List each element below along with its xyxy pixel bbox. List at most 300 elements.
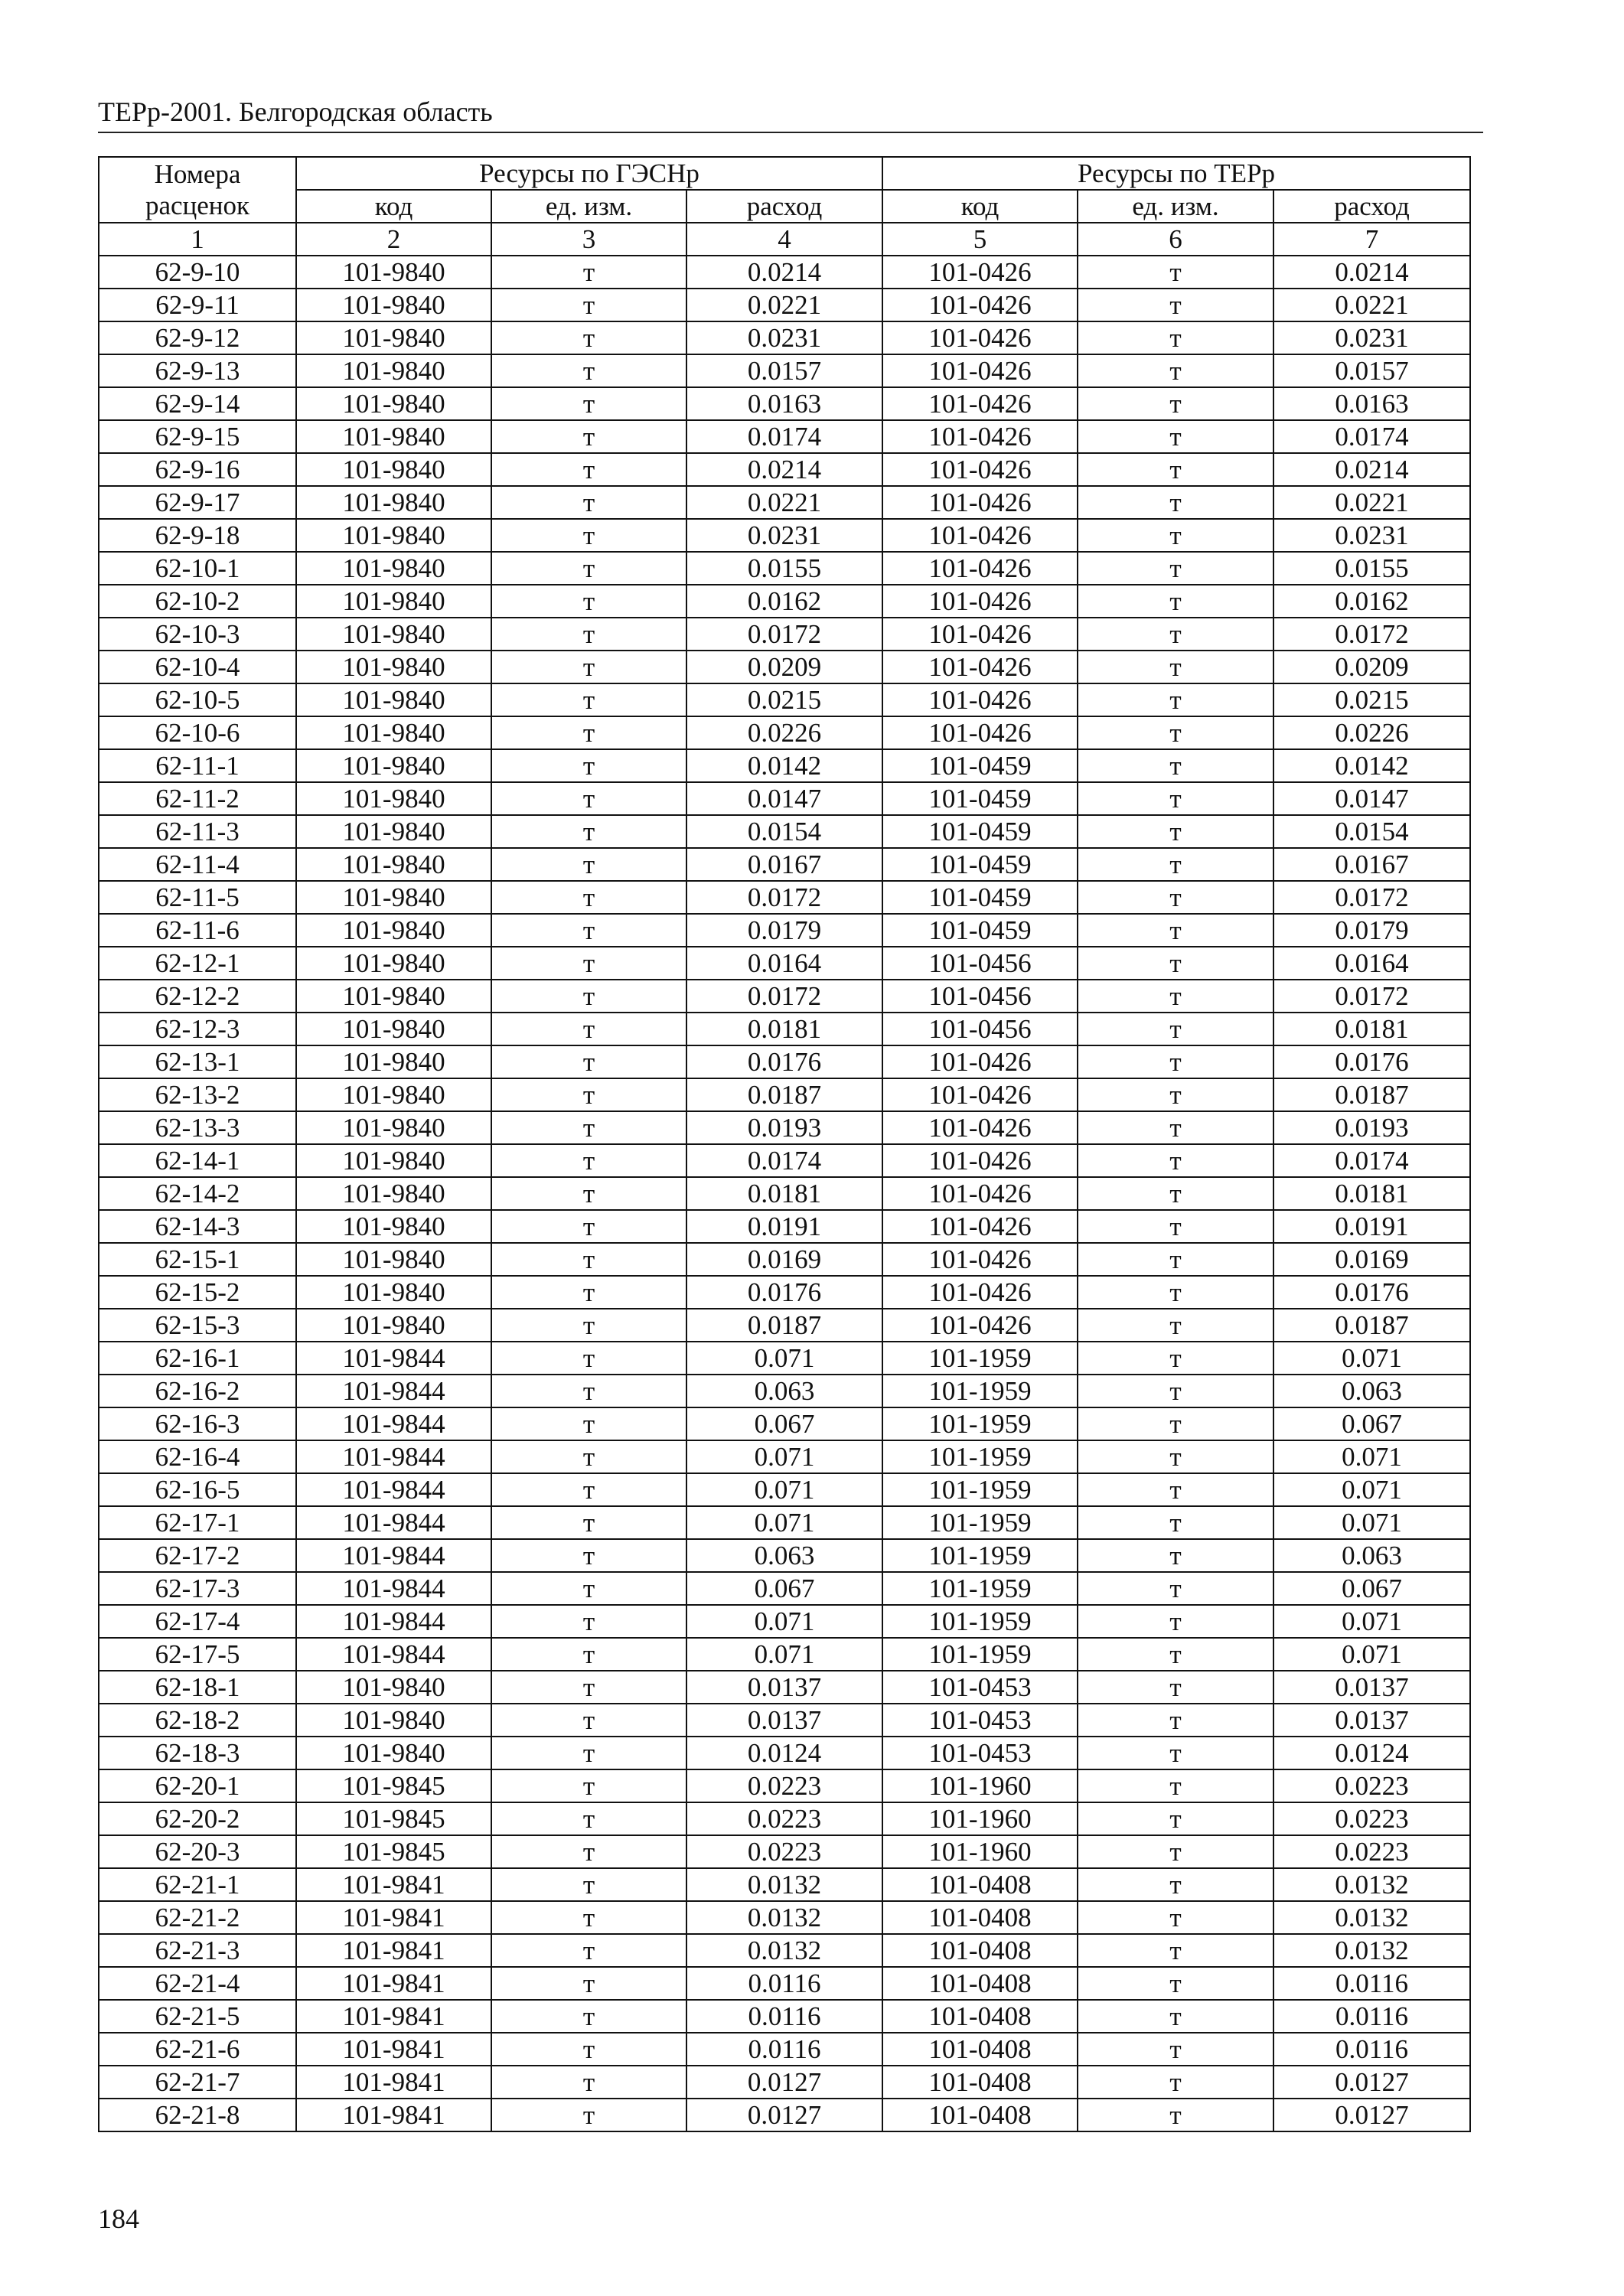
ter-code-cell: 101-0456 bbox=[882, 980, 1078, 1013]
ter-unit-cell: т bbox=[1078, 1868, 1273, 1901]
gesn-consumption-cell: 0.0127 bbox=[686, 2066, 882, 2099]
rate-number-cell: 62-9-10 bbox=[99, 256, 296, 289]
ter-code-cell: 101-0453 bbox=[882, 1704, 1078, 1737]
rate-number-cell: 62-16-3 bbox=[99, 1407, 296, 1440]
gesn-code-cell: 101-9840 bbox=[296, 815, 491, 848]
gesn-unit-cell: т bbox=[491, 716, 686, 749]
ter-code-cell: 101-0426 bbox=[882, 1210, 1078, 1243]
gesn-code-cell: 101-9840 bbox=[296, 1013, 491, 1045]
gesn-consumption-cell: 0.0179 bbox=[686, 914, 882, 947]
gesn-code-cell: 101-9840 bbox=[296, 519, 491, 552]
gesn-code-cell: 101-9840 bbox=[296, 486, 491, 519]
table-row bbox=[99, 289, 1470, 321]
ter-unit-cell: т bbox=[1078, 1309, 1273, 1342]
rate-number-cell: 62-11-5 bbox=[99, 881, 296, 914]
header-ter-code: код bbox=[882, 190, 1078, 223]
gesn-unit-cell: т bbox=[491, 2033, 686, 2066]
ter-unit-cell: т bbox=[1078, 1704, 1273, 1737]
ter-consumption-cell: 0.0221 bbox=[1273, 486, 1470, 519]
table-row bbox=[99, 1868, 1470, 1901]
ter-consumption-cell: 0.0187 bbox=[1273, 1309, 1470, 1342]
ter-unit-cell: т bbox=[1078, 848, 1273, 881]
rate-number-cell: 62-11-4 bbox=[99, 848, 296, 881]
ter-consumption-cell: 0.071 bbox=[1273, 1342, 1470, 1375]
gesn-code-cell: 101-9840 bbox=[296, 1144, 491, 1177]
table-row bbox=[99, 716, 1470, 749]
ter-unit-cell: т bbox=[1078, 1177, 1273, 1210]
gesn-unit-cell: т bbox=[491, 289, 686, 321]
header-row-column-numbers bbox=[99, 223, 1470, 256]
table-row bbox=[99, 585, 1470, 618]
ter-consumption-cell: 0.0214 bbox=[1273, 256, 1470, 289]
table-row bbox=[99, 782, 1470, 815]
gesn-code-cell: 101-9840 bbox=[296, 881, 491, 914]
ter-unit-cell: т bbox=[1078, 2033, 1273, 2066]
gesn-unit-cell: т bbox=[491, 1835, 686, 1868]
rate-number-cell: 62-21-8 bbox=[99, 2099, 296, 2131]
gesn-code-cell: 101-9840 bbox=[296, 947, 491, 980]
ter-consumption-cell: 0.0162 bbox=[1273, 585, 1470, 618]
gesn-unit-cell: т bbox=[491, 321, 686, 354]
table-row bbox=[99, 1539, 1470, 1572]
ter-unit-cell: т bbox=[1078, 1045, 1273, 1078]
gesn-unit-cell: т bbox=[491, 486, 686, 519]
gesn-unit-cell: т bbox=[491, 683, 686, 716]
ter-unit-cell: т bbox=[1078, 1506, 1273, 1539]
ter-unit-cell: т bbox=[1078, 947, 1273, 980]
ter-consumption-cell: 0.071 bbox=[1273, 1440, 1470, 1473]
ter-unit-cell: т bbox=[1078, 2000, 1273, 2033]
ter-unit-cell: т bbox=[1078, 1671, 1273, 1704]
gesn-consumption-cell: 0.0116 bbox=[686, 1967, 882, 2000]
table-row bbox=[99, 453, 1470, 486]
rate-number-cell: 62-10-3 bbox=[99, 618, 296, 651]
table-row bbox=[99, 1243, 1470, 1276]
ter-unit-cell: т bbox=[1078, 1802, 1273, 1835]
table-row bbox=[99, 1835, 1470, 1868]
gesn-code-cell: 101-9841 bbox=[296, 1934, 491, 1967]
gesn-code-cell: 101-9840 bbox=[296, 1210, 491, 1243]
gesn-consumption-cell: 0.0193 bbox=[686, 1111, 882, 1144]
table-row bbox=[99, 1177, 1470, 1210]
page-number: 184 bbox=[98, 2203, 139, 2234]
rate-number-cell: 62-18-3 bbox=[99, 1737, 296, 1769]
rate-number-cell: 62-20-2 bbox=[99, 1802, 296, 1835]
ter-unit-cell: т bbox=[1078, 256, 1273, 289]
gesn-code-cell: 101-9840 bbox=[296, 1737, 491, 1769]
gesn-code-cell: 101-9840 bbox=[296, 1243, 491, 1276]
header-gesn-code: код bbox=[296, 190, 491, 223]
rate-number-cell: 62-17-1 bbox=[99, 1506, 296, 1539]
ter-consumption-cell: 0.0147 bbox=[1273, 782, 1470, 815]
gesn-unit-cell: т bbox=[491, 1210, 686, 1243]
resources-table-container bbox=[98, 156, 1471, 2132]
ter-unit-cell: т bbox=[1078, 618, 1273, 651]
ter-consumption-cell: 0.0231 bbox=[1273, 321, 1470, 354]
table-row bbox=[99, 1210, 1470, 1243]
ter-consumption-cell: 0.071 bbox=[1273, 1605, 1470, 1638]
gesn-code-cell: 101-9840 bbox=[296, 1078, 491, 1111]
ter-code-cell: 101-0426 bbox=[882, 683, 1078, 716]
gesn-unit-cell: т bbox=[491, 585, 686, 618]
gesn-code-cell: 101-9840 bbox=[296, 552, 491, 585]
ter-unit-cell: т bbox=[1078, 1934, 1273, 1967]
column-number: 7 bbox=[1273, 223, 1470, 256]
table-row bbox=[99, 1111, 1470, 1144]
rate-number-cell: 62-9-16 bbox=[99, 453, 296, 486]
ter-unit-cell: т bbox=[1078, 1769, 1273, 1802]
ter-code-cell: 101-1960 bbox=[882, 1835, 1078, 1868]
gesn-code-cell: 101-9844 bbox=[296, 1605, 491, 1638]
gesn-unit-cell: т bbox=[491, 914, 686, 947]
rate-number-cell: 62-20-1 bbox=[99, 1769, 296, 1802]
ter-consumption-cell: 0.0172 bbox=[1273, 881, 1470, 914]
table-row bbox=[99, 1440, 1470, 1473]
header-rate-numbers: Номера расценок bbox=[99, 157, 296, 223]
gesn-consumption-cell: 0.0191 bbox=[686, 1210, 882, 1243]
ter-unit-cell: т bbox=[1078, 2099, 1273, 2131]
gesn-unit-cell: т bbox=[491, 519, 686, 552]
ter-consumption-cell: 0.0137 bbox=[1273, 1671, 1470, 1704]
ter-consumption-cell: 0.0157 bbox=[1273, 354, 1470, 387]
gesn-consumption-cell: 0.0137 bbox=[686, 1704, 882, 1737]
ter-code-cell: 101-0426 bbox=[882, 289, 1078, 321]
gesn-consumption-cell: 0.0132 bbox=[686, 1901, 882, 1934]
ter-consumption-cell: 0.0215 bbox=[1273, 683, 1470, 716]
table-row bbox=[99, 1473, 1470, 1506]
ter-consumption-cell: 0.0142 bbox=[1273, 749, 1470, 782]
ter-unit-cell: т bbox=[1078, 1605, 1273, 1638]
ter-code-cell: 101-0408 bbox=[882, 1868, 1078, 1901]
ter-code-cell: 101-0408 bbox=[882, 2033, 1078, 2066]
column-number: 6 bbox=[1078, 223, 1273, 256]
gesn-code-cell: 101-9840 bbox=[296, 782, 491, 815]
ter-consumption-cell: 0.0127 bbox=[1273, 2066, 1470, 2099]
gesn-consumption-cell: 0.0181 bbox=[686, 1177, 882, 1210]
table-row bbox=[99, 651, 1470, 683]
rate-number-cell: 62-21-6 bbox=[99, 2033, 296, 2066]
gesn-unit-cell: т bbox=[491, 1671, 686, 1704]
ter-consumption-cell: 0.0181 bbox=[1273, 1177, 1470, 1210]
ter-code-cell: 101-0426 bbox=[882, 420, 1078, 453]
ter-unit-cell: т bbox=[1078, 486, 1273, 519]
gesn-consumption-cell: 0.0176 bbox=[686, 1276, 882, 1309]
gesn-consumption-cell: 0.0172 bbox=[686, 881, 882, 914]
ter-consumption-cell: 0.0193 bbox=[1273, 1111, 1470, 1144]
ter-unit-cell: т bbox=[1078, 519, 1273, 552]
ter-consumption-cell: 0.0167 bbox=[1273, 848, 1470, 881]
table-row bbox=[99, 1704, 1470, 1737]
column-number: 5 bbox=[882, 223, 1078, 256]
rate-number-cell: 62-18-2 bbox=[99, 1704, 296, 1737]
ter-code-cell: 101-0426 bbox=[882, 1045, 1078, 1078]
ter-code-cell: 101-0426 bbox=[882, 716, 1078, 749]
gesn-consumption-cell: 0.063 bbox=[686, 1375, 882, 1407]
ter-unit-cell: т bbox=[1078, 980, 1273, 1013]
table-row bbox=[99, 815, 1470, 848]
ter-consumption-cell: 0.0116 bbox=[1273, 2000, 1470, 2033]
ter-code-cell: 101-0456 bbox=[882, 1013, 1078, 1045]
gesn-code-cell: 101-9844 bbox=[296, 1539, 491, 1572]
rate-number-cell: 62-9-12 bbox=[99, 321, 296, 354]
ter-consumption-cell: 0.067 bbox=[1273, 1572, 1470, 1605]
rate-number-cell: 62-11-1 bbox=[99, 749, 296, 782]
gesn-consumption-cell: 0.0172 bbox=[686, 980, 882, 1013]
page-header-title: ТЕРр-2001. Белгородская область bbox=[98, 96, 493, 127]
ter-code-cell: 101-0426 bbox=[882, 651, 1078, 683]
rate-number-cell: 62-17-5 bbox=[99, 1638, 296, 1671]
ter-unit-cell: т bbox=[1078, 914, 1273, 947]
gesn-code-cell: 101-9844 bbox=[296, 1342, 491, 1375]
ter-unit-cell: т bbox=[1078, 1210, 1273, 1243]
table-row bbox=[99, 1638, 1470, 1671]
ter-code-cell: 101-0408 bbox=[882, 2066, 1078, 2099]
gesn-unit-cell: т bbox=[491, 1078, 686, 1111]
table-row bbox=[99, 1572, 1470, 1605]
table-row bbox=[99, 848, 1470, 881]
gesn-unit-cell: т bbox=[491, 651, 686, 683]
gesn-unit-cell: т bbox=[491, 1276, 686, 1309]
column-number: 1 bbox=[99, 223, 296, 256]
ter-code-cell: 101-0459 bbox=[882, 881, 1078, 914]
gesn-code-cell: 101-9844 bbox=[296, 1572, 491, 1605]
gesn-consumption-cell: 0.0116 bbox=[686, 2033, 882, 2066]
gesn-consumption-cell: 0.0181 bbox=[686, 1013, 882, 1045]
gesn-code-cell: 101-9840 bbox=[296, 321, 491, 354]
table-row bbox=[99, 1737, 1470, 1769]
gesn-code-cell: 101-9840 bbox=[296, 1671, 491, 1704]
ter-unit-cell: т bbox=[1078, 387, 1273, 420]
header-row-groups bbox=[99, 157, 1470, 190]
ter-consumption-cell: 0.0191 bbox=[1273, 1210, 1470, 1243]
gesn-code-cell: 101-9841 bbox=[296, 1868, 491, 1901]
gesn-unit-cell: т bbox=[491, 420, 686, 453]
ter-code-cell: 101-0426 bbox=[882, 256, 1078, 289]
gesn-unit-cell: т bbox=[491, 2099, 686, 2131]
ter-code-cell: 101-0459 bbox=[882, 782, 1078, 815]
ter-code-cell: 101-0426 bbox=[882, 585, 1078, 618]
ter-code-cell: 101-0426 bbox=[882, 1276, 1078, 1309]
gesn-unit-cell: т bbox=[491, 1013, 686, 1045]
ter-consumption-cell: 0.0179 bbox=[1273, 914, 1470, 947]
table-row bbox=[99, 1342, 1470, 1375]
table-row bbox=[99, 1802, 1470, 1835]
rate-number-cell: 62-9-14 bbox=[99, 387, 296, 420]
table-row bbox=[99, 1078, 1470, 1111]
ter-code-cell: 101-1959 bbox=[882, 1605, 1078, 1638]
gesn-code-cell: 101-9844 bbox=[296, 1440, 491, 1473]
table-row bbox=[99, 387, 1470, 420]
ter-unit-cell: т bbox=[1078, 321, 1273, 354]
column-number: 3 bbox=[491, 223, 686, 256]
gesn-unit-cell: т bbox=[491, 1967, 686, 2000]
gesn-unit-cell: т bbox=[491, 1605, 686, 1638]
ter-consumption-cell: 0.071 bbox=[1273, 1473, 1470, 1506]
rate-number-cell: 62-9-17 bbox=[99, 486, 296, 519]
ter-unit-cell: т bbox=[1078, 1375, 1273, 1407]
gesn-code-cell: 101-9841 bbox=[296, 1967, 491, 2000]
header-gesn-unit: ед. изм. bbox=[491, 190, 686, 223]
gesn-consumption-cell: 0.0127 bbox=[686, 2099, 882, 2131]
gesn-code-cell: 101-9841 bbox=[296, 1901, 491, 1934]
ter-consumption-cell: 0.0164 bbox=[1273, 947, 1470, 980]
gesn-code-cell: 101-9841 bbox=[296, 2066, 491, 2099]
table-row bbox=[99, 1144, 1470, 1177]
ter-unit-cell: т bbox=[1078, 1967, 1273, 2000]
table-row bbox=[99, 980, 1470, 1013]
column-number: 4 bbox=[686, 223, 882, 256]
ter-consumption-cell: 0.0116 bbox=[1273, 2033, 1470, 2066]
gesn-consumption-cell: 0.071 bbox=[686, 1440, 882, 1473]
table-row bbox=[99, 2033, 1470, 2066]
gesn-code-cell: 101-9840 bbox=[296, 387, 491, 420]
ter-code-cell: 101-1959 bbox=[882, 1539, 1078, 1572]
table-row bbox=[99, 552, 1470, 585]
ter-code-cell: 101-0459 bbox=[882, 914, 1078, 947]
gesn-consumption-cell: 0.063 bbox=[686, 1539, 882, 1572]
header-gesn-consumption: расход bbox=[686, 190, 882, 223]
ter-consumption-cell: 0.0223 bbox=[1273, 1769, 1470, 1802]
ter-consumption-cell: 0.0226 bbox=[1273, 716, 1470, 749]
table-row bbox=[99, 1605, 1470, 1638]
gesn-code-cell: 101-9841 bbox=[296, 2000, 491, 2033]
ter-consumption-cell: 0.0132 bbox=[1273, 1934, 1470, 1967]
gesn-consumption-cell: 0.071 bbox=[686, 1638, 882, 1671]
ter-code-cell: 101-0426 bbox=[882, 486, 1078, 519]
header-ter-unit: ед. изм. bbox=[1078, 190, 1273, 223]
gesn-consumption-cell: 0.071 bbox=[686, 1506, 882, 1539]
ter-code-cell: 101-0456 bbox=[882, 947, 1078, 980]
header-group-gesn: Ресурсы по ГЭСНр bbox=[296, 157, 882, 190]
rate-number-cell: 62-16-5 bbox=[99, 1473, 296, 1506]
gesn-code-cell: 101-9840 bbox=[296, 980, 491, 1013]
ter-consumption-cell: 0.0223 bbox=[1273, 1835, 1470, 1868]
ter-unit-cell: т bbox=[1078, 1078, 1273, 1111]
gesn-consumption-cell: 0.0223 bbox=[686, 1835, 882, 1868]
ter-code-cell: 101-1959 bbox=[882, 1440, 1078, 1473]
table-row bbox=[99, 947, 1470, 980]
ter-consumption-cell: 0.0132 bbox=[1273, 1868, 1470, 1901]
gesn-code-cell: 101-9840 bbox=[296, 1045, 491, 1078]
ter-code-cell: 101-0426 bbox=[882, 354, 1078, 387]
table-row bbox=[99, 321, 1470, 354]
gesn-consumption-cell: 0.0163 bbox=[686, 387, 882, 420]
ter-code-cell: 101-0426 bbox=[882, 1177, 1078, 1210]
rate-number-cell: 62-21-2 bbox=[99, 1901, 296, 1934]
gesn-unit-cell: т bbox=[491, 1868, 686, 1901]
ter-code-cell: 101-0426 bbox=[882, 1111, 1078, 1144]
rate-number-cell: 62-9-15 bbox=[99, 420, 296, 453]
gesn-code-cell: 101-9840 bbox=[296, 1309, 491, 1342]
gesn-unit-cell: т bbox=[491, 1111, 686, 1144]
ter-unit-cell: т bbox=[1078, 552, 1273, 585]
rate-number-cell: 62-16-1 bbox=[99, 1342, 296, 1375]
gesn-consumption-cell: 0.0187 bbox=[686, 1078, 882, 1111]
gesn-unit-cell: т bbox=[491, 1375, 686, 1407]
gesn-unit-cell: т bbox=[491, 1342, 686, 1375]
gesn-unit-cell: т bbox=[491, 749, 686, 782]
gesn-consumption-cell: 0.0221 bbox=[686, 289, 882, 321]
ter-unit-cell: т bbox=[1078, 815, 1273, 848]
rate-number-cell: 62-15-1 bbox=[99, 1243, 296, 1276]
gesn-consumption-cell: 0.0172 bbox=[686, 618, 882, 651]
gesn-consumption-cell: 0.0214 bbox=[686, 256, 882, 289]
ter-consumption-cell: 0.0187 bbox=[1273, 1078, 1470, 1111]
header-ter-consumption: расход bbox=[1273, 190, 1470, 223]
ter-unit-cell: т bbox=[1078, 2066, 1273, 2099]
ter-unit-cell: т bbox=[1078, 1407, 1273, 1440]
ter-unit-cell: т bbox=[1078, 1835, 1273, 1868]
table-row bbox=[99, 354, 1470, 387]
ter-consumption-cell: 0.0221 bbox=[1273, 289, 1470, 321]
ter-unit-cell: т bbox=[1078, 1473, 1273, 1506]
gesn-code-cell: 101-9844 bbox=[296, 1375, 491, 1407]
ter-unit-cell: т bbox=[1078, 1440, 1273, 1473]
ter-unit-cell: т bbox=[1078, 683, 1273, 716]
gesn-code-cell: 101-9840 bbox=[296, 585, 491, 618]
ter-consumption-cell: 0.067 bbox=[1273, 1407, 1470, 1440]
gesn-consumption-cell: 0.071 bbox=[686, 1473, 882, 1506]
rate-number-cell: 62-21-7 bbox=[99, 2066, 296, 2099]
gesn-consumption-cell: 0.0164 bbox=[686, 947, 882, 980]
table-row bbox=[99, 2000, 1470, 2033]
rate-number-cell: 62-10-4 bbox=[99, 651, 296, 683]
table-row bbox=[99, 1309, 1470, 1342]
gesn-code-cell: 101-9840 bbox=[296, 256, 491, 289]
gesn-unit-cell: т bbox=[491, 1769, 686, 1802]
table-body bbox=[99, 256, 1470, 2131]
table-row bbox=[99, 486, 1470, 519]
ter-code-cell: 101-1959 bbox=[882, 1407, 1078, 1440]
ter-unit-cell: т bbox=[1078, 1901, 1273, 1934]
gesn-unit-cell: т bbox=[491, 1704, 686, 1737]
gesn-consumption-cell: 0.0124 bbox=[686, 1737, 882, 1769]
ter-unit-cell: т bbox=[1078, 354, 1273, 387]
gesn-unit-cell: т bbox=[491, 1144, 686, 1177]
gesn-unit-cell: т bbox=[491, 1638, 686, 1671]
ter-consumption-cell: 0.0176 bbox=[1273, 1276, 1470, 1309]
gesn-unit-cell: т bbox=[491, 354, 686, 387]
rate-number-cell: 62-13-1 bbox=[99, 1045, 296, 1078]
ter-code-cell: 101-0426 bbox=[882, 453, 1078, 486]
ter-consumption-cell: 0.063 bbox=[1273, 1375, 1470, 1407]
table-row bbox=[99, 519, 1470, 552]
gesn-unit-cell: т bbox=[491, 1737, 686, 1769]
rate-number-cell: 62-14-2 bbox=[99, 1177, 296, 1210]
table-row bbox=[99, 1934, 1470, 1967]
gesn-code-cell: 101-9840 bbox=[296, 1111, 491, 1144]
gesn-unit-cell: т bbox=[491, 848, 686, 881]
gesn-unit-cell: т bbox=[491, 552, 686, 585]
ter-code-cell: 101-0408 bbox=[882, 2000, 1078, 2033]
rate-number-cell: 62-10-1 bbox=[99, 552, 296, 585]
gesn-unit-cell: т bbox=[491, 618, 686, 651]
table-row bbox=[99, 683, 1470, 716]
gesn-code-cell: 101-9840 bbox=[296, 354, 491, 387]
rate-number-cell: 62-12-2 bbox=[99, 980, 296, 1013]
gesn-unit-cell: т bbox=[491, 1473, 686, 1506]
gesn-unit-cell: т bbox=[491, 1309, 686, 1342]
rate-number-cell: 62-12-1 bbox=[99, 947, 296, 980]
ter-unit-cell: т bbox=[1078, 1111, 1273, 1144]
gesn-consumption-cell: 0.0209 bbox=[686, 651, 882, 683]
ter-code-cell: 101-1960 bbox=[882, 1769, 1078, 1802]
gesn-code-cell: 101-9844 bbox=[296, 1638, 491, 1671]
ter-unit-cell: т bbox=[1078, 1539, 1273, 1572]
ter-code-cell: 101-0426 bbox=[882, 1078, 1078, 1111]
gesn-unit-cell: т bbox=[491, 980, 686, 1013]
table-row bbox=[99, 749, 1470, 782]
